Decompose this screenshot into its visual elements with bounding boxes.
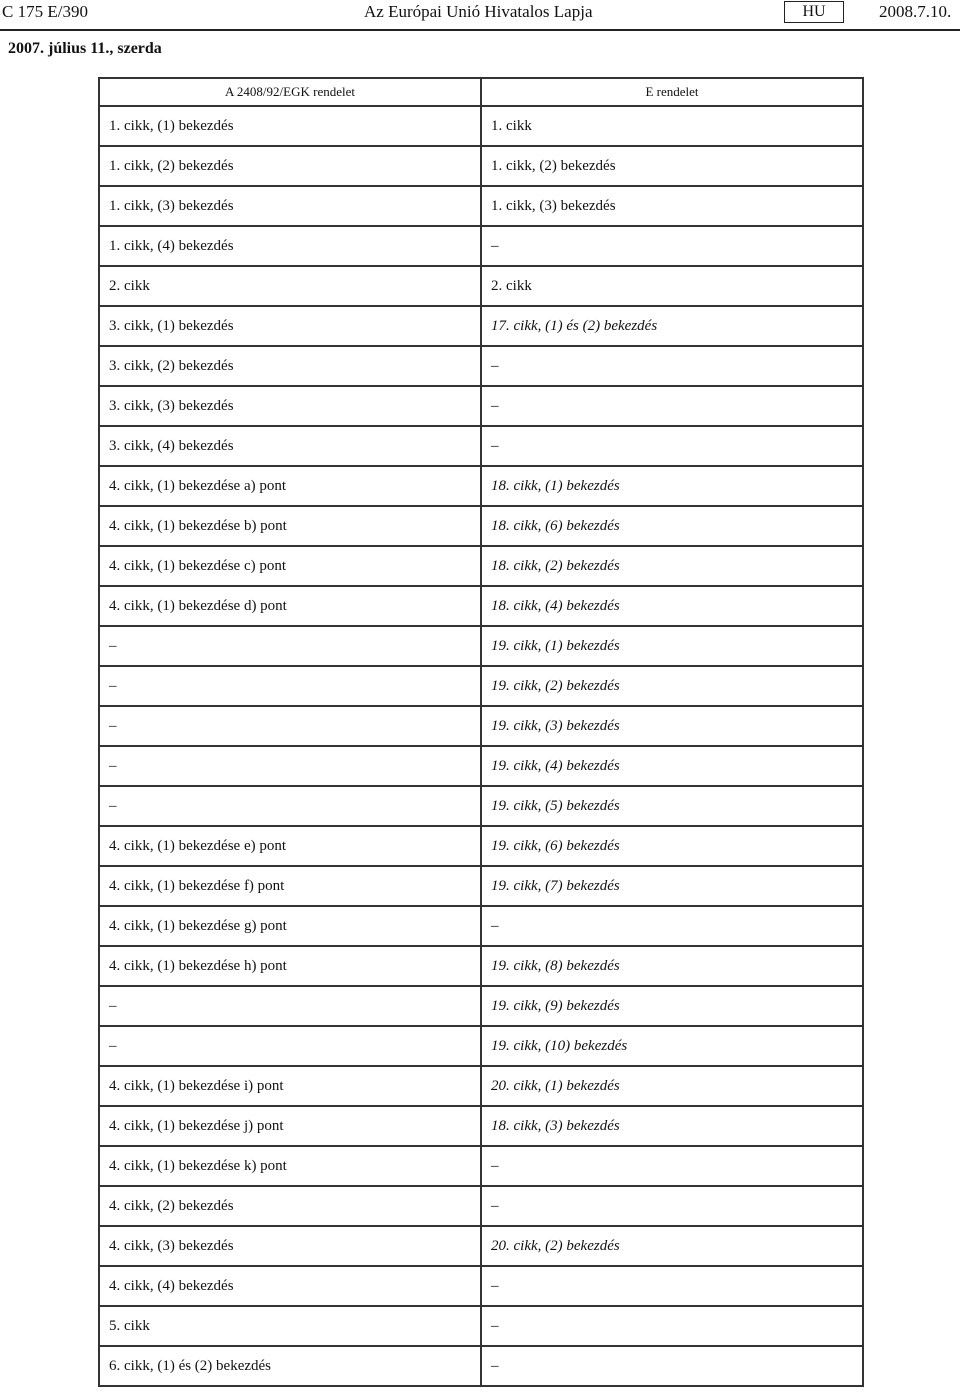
old-regulation-cell: 4. cikk, (1) bekezdése a) pont — [99, 466, 481, 506]
new-regulation-cell: 18. cikk, (4) bekezdés — [481, 586, 863, 626]
new-regulation-cell: 19. cikk, (10) bekezdés — [481, 1026, 863, 1066]
old-regulation-cell: 3. cikk, (2) bekezdés — [99, 346, 481, 386]
old-regulation-cell: – — [99, 786, 481, 826]
table-row — [99, 906, 863, 946]
table-row — [99, 706, 863, 746]
old-regulation-cell: 4. cikk, (1) bekezdése i) pont — [99, 1066, 481, 1106]
new-regulation-cell: 20. cikk, (1) bekezdés — [481, 1066, 863, 1106]
old-regulation-cell: 4. cikk, (3) bekezdés — [99, 1226, 481, 1266]
page-header — [0, 0, 960, 28]
new-regulation-cell: – — [481, 346, 863, 386]
old-regulation-cell: 4. cikk, (1) bekezdése d) pont — [99, 586, 481, 626]
old-regulation-cell: 4. cikk, (1) bekezdése h) pont — [99, 946, 481, 986]
issue-number: C 175 E/390 — [2, 2, 88, 21]
old-regulation-cell: 4. cikk, (2) bekezdés — [99, 1186, 481, 1226]
old-regulation-cell: 2. cikk — [99, 266, 481, 306]
old-regulation-cell: 1. cikk, (3) bekezdés — [99, 186, 481, 226]
old-regulation-cell: – — [99, 746, 481, 786]
new-regulation-cell: 1. cikk, (2) bekezdés — [481, 146, 863, 186]
old-regulation-cell: 5. cikk — [99, 1306, 481, 1346]
new-regulation-cell: – — [481, 426, 863, 466]
sitting-date: 2007. július 11., szerda — [8, 40, 162, 57]
old-regulation-cell: 1. cikk, (4) bekezdés — [99, 226, 481, 266]
new-regulation-cell: – — [481, 1266, 863, 1306]
old-regulation-cell: 6. cikk, (1) és (2) bekezdés — [99, 1346, 481, 1386]
table-row — [99, 426, 863, 466]
new-regulation-cell: 19. cikk, (5) bekezdés — [481, 786, 863, 826]
old-regulation-cell: – — [99, 986, 481, 1026]
new-regulation-cell: 1. cikk, (3) bekezdés — [481, 186, 863, 226]
table-row — [99, 866, 863, 906]
column-header-old-regulation: A 2408/92/EGK rendelet — [99, 78, 481, 106]
table-row — [99, 826, 863, 866]
table-row — [99, 466, 863, 506]
table-row — [99, 666, 863, 706]
table-row — [99, 186, 863, 226]
table-row — [99, 1226, 863, 1266]
new-regulation-cell: – — [481, 1306, 863, 1346]
new-regulation-cell: 19. cikk, (4) bekezdés — [481, 746, 863, 786]
table-row — [99, 266, 863, 306]
table-row — [99, 1026, 863, 1066]
table-row — [99, 506, 863, 546]
new-regulation-cell: 19. cikk, (6) bekezdés — [481, 826, 863, 866]
new-regulation-cell: – — [481, 386, 863, 426]
new-regulation-cell: 18. cikk, (3) bekezdés — [481, 1106, 863, 1146]
table-row — [99, 786, 863, 826]
old-regulation-cell: 3. cikk, (1) bekezdés — [99, 306, 481, 346]
table-header-row — [99, 78, 863, 106]
table-row — [99, 1146, 863, 1186]
table-row — [99, 306, 863, 346]
header-rule — [0, 29, 960, 31]
table-row — [99, 1066, 863, 1106]
column-header-new-regulation: E rendelet — [481, 78, 863, 106]
table-row — [99, 986, 863, 1026]
table-body — [99, 106, 863, 1386]
old-regulation-cell: 1. cikk, (2) bekezdés — [99, 146, 481, 186]
old-regulation-cell: 3. cikk, (4) bekezdés — [99, 426, 481, 466]
table-row — [99, 146, 863, 186]
table-row — [99, 1106, 863, 1146]
new-regulation-cell: 19. cikk, (3) bekezdés — [481, 706, 863, 746]
old-regulation-cell: 4. cikk, (1) bekezdése e) pont — [99, 826, 481, 866]
old-regulation-cell: 1. cikk, (1) bekezdés — [99, 106, 481, 146]
old-regulation-cell: 4. cikk, (1) bekezdése j) pont — [99, 1106, 481, 1146]
table-row — [99, 106, 863, 146]
new-regulation-cell: 19. cikk, (7) bekezdés — [481, 866, 863, 906]
new-regulation-cell: – — [481, 226, 863, 266]
table-row — [99, 1266, 863, 1306]
old-regulation-cell: – — [99, 1026, 481, 1066]
new-regulation-cell: 19. cikk, (1) bekezdés — [481, 626, 863, 666]
old-regulation-cell: – — [99, 626, 481, 666]
old-regulation-cell: 4. cikk, (1) bekezdése b) pont — [99, 506, 481, 546]
journal-title: Az Európai Unió Hivatalos Lapja — [364, 2, 593, 21]
new-regulation-cell: – — [481, 1186, 863, 1226]
table-row — [99, 1186, 863, 1226]
old-regulation-cell: 4. cikk, (4) bekezdés — [99, 1266, 481, 1306]
table-row — [99, 626, 863, 666]
table-row — [99, 946, 863, 986]
table-row — [99, 1306, 863, 1346]
old-regulation-cell: 4. cikk, (1) bekezdése c) pont — [99, 546, 481, 586]
old-regulation-cell: – — [99, 706, 481, 746]
language-badge: HU — [784, 1, 844, 23]
new-regulation-cell: 18. cikk, (6) bekezdés — [481, 506, 863, 546]
table-row — [99, 586, 863, 626]
old-regulation-cell: 3. cikk, (3) bekezdés — [99, 386, 481, 426]
publication-date: 2008.7.10. — [879, 2, 952, 21]
new-regulation-cell: – — [481, 1146, 863, 1186]
new-regulation-cell: – — [481, 906, 863, 946]
old-regulation-cell: 4. cikk, (1) bekezdése g) pont — [99, 906, 481, 946]
new-regulation-cell: 19. cikk, (9) bekezdés — [481, 986, 863, 1026]
table-row — [99, 226, 863, 266]
table-row — [99, 746, 863, 786]
new-regulation-cell: 19. cikk, (8) bekezdés — [481, 946, 863, 986]
new-regulation-cell: 17. cikk, (1) és (2) bekezdés — [481, 306, 863, 346]
old-regulation-cell: 4. cikk, (1) bekezdése k) pont — [99, 1146, 481, 1186]
new-regulation-cell: 2. cikk — [481, 266, 863, 306]
new-regulation-cell: 20. cikk, (2) bekezdés — [481, 1226, 863, 1266]
old-regulation-cell: – — [99, 666, 481, 706]
table-row — [99, 346, 863, 386]
new-regulation-cell: – — [481, 1346, 863, 1386]
table-row — [99, 386, 863, 426]
new-regulation-cell: 1. cikk — [481, 106, 863, 146]
old-regulation-cell: 4. cikk, (1) bekezdése f) pont — [99, 866, 481, 906]
new-regulation-cell: 19. cikk, (2) bekezdés — [481, 666, 863, 706]
table-row — [99, 546, 863, 586]
new-regulation-cell: 18. cikk, (1) bekezdés — [481, 466, 863, 506]
correlation-table — [98, 77, 864, 1387]
new-regulation-cell: 18. cikk, (2) bekezdés — [481, 546, 863, 586]
table-row — [99, 1346, 863, 1386]
